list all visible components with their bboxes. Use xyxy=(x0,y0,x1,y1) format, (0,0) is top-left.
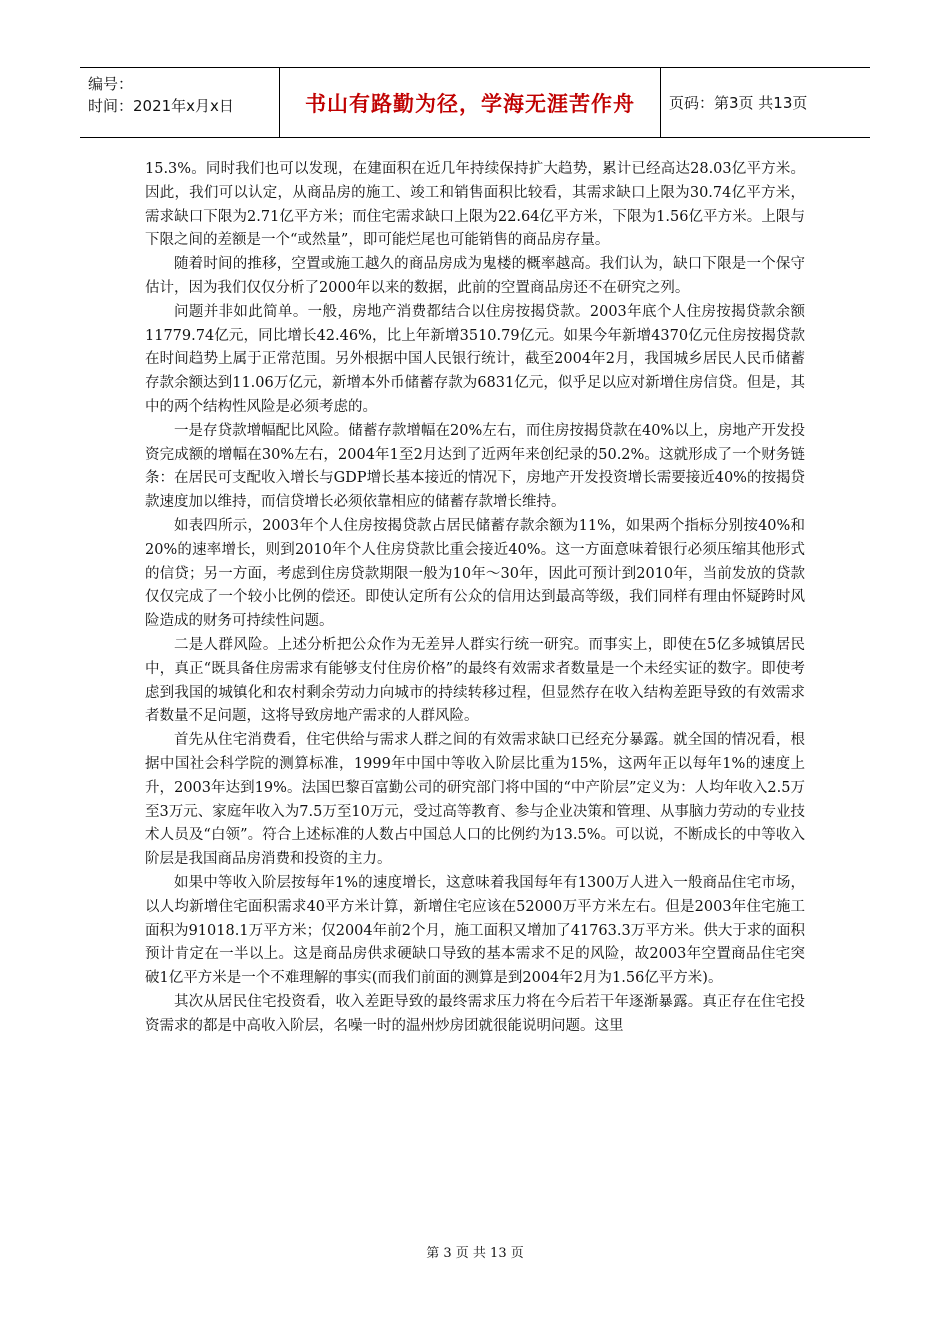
body-paragraph: 一是存贷款增幅配比风险。储蓄存款增幅在20%左右，而住房按揭贷款在40%以上，房地产开发投资完成额的增幅在30%左右，2004年1至2月达到了近两年来创纪录的50.2%。这就形成了一个财务链条：在居民可支配收入增长与GDP增长基本接近的情况下，房地产开发投资增长需要接近40%的按揭贷款速度加以维持，而信贷增长必须依靠相应的储蓄存款增长维持。 xyxy=(145,422,805,511)
body-paragraph: 其次从居民住宅投资看，收入差距导致的最终需求压力将在今后若干年逐渐暴露。真正存在住宅投资需求的都是中高收入阶层，名噪一时的温州炒房团就很能说明问题。这里 xyxy=(145,993,805,1034)
header-meta xyxy=(80,68,280,137)
document-date-label: 时间：2021年x月x日 xyxy=(88,97,234,115)
body-paragraph: 如果中等收入阶层按每年1%的速度增长，这意味着我国每年有1300万人进入一般商品住宅市场，以人均新增住宅面积需求40平方米计算，新增住宅应该在52000万平方米左右。但是2003年住宅施工面积为91018.1万平方米；仅2004年前2个月，施工面积又增加了41763.3万平方米。供大于求的面积预计肯定在一半以上。这是商品房供求硬缺口导致的基本需求不足的风险，故2003年空置商品住宅突破1亿平方米是一个不难理解的事实(而我们前面的测算是到2004年2月为1.56亿平方米)。 xyxy=(145,874,805,987)
page-footer: 第 3 页 共 13 页 xyxy=(426,1246,524,1261)
body-paragraph: 15.3%。同时我们也可以发现，在建面积在近几年持续保持扩大趋势，累计已经高达28.03亿平方米。因此，我们可以认定，从商品房的施工、竣工和销售面积比较看，其需求缺口上限为30.74亿平方米，需求缺口下限为2.71亿平方米；而住宅需求缺口上限为22.64亿平方米，下限为1.56亿平方米。上限与下限之间的差额是一个“或然量”，即可能烂尾也可能销售的商品房存量。 xyxy=(145,161,805,249)
body-paragraph: 二是人群风险。上述分析把公众作为无差异人群实行统一研究。而事实上，即使在5亿多城镇居民中，真正“既具备住房需求有能够支付住房价格”的最终有效需求者数量是一个未经实证的数字。即使考虑到我国的城镇化和农村剩余劳动力向城市的持续转移过程，但显然存在收入结构差距导致的有效需求者数量不足问题，这将导致房地产需求的人群风险。 xyxy=(145,636,805,725)
document-number-label: 编号： xyxy=(88,75,134,93)
body-paragraph: 首先从住宅消费看，住宅供给与需求人群之间的有效需求缺口已经充分暴露。就全国的情况看，根据中国社会科学院的测算标准，1999年中国中等收入阶层比重为15%，这两年正以每年1%的速度上升，2003年达到19%。法国巴黎百富勤公司的研究部门将中国的“中产阶层”定义为：人均年收入2.5万至3万元、家庭年收入为7.5万至10万元，受过高等教育、参与企业决策和管理、从事脑力劳动的专业技术人员及“白领”。符合上述标准的人数占中国总人口的比例约为13.5%。可以说，不断成长的中等收入阶层是我国商品房消费和投资的主力。 xyxy=(145,732,805,868)
page-header xyxy=(80,67,870,138)
body-paragraph: 随着时间的推移，空置或施工越久的商品房成为鬼楼的概率越高。我们认为，缺口下限是一个保守估计，因为我们仅仅分析了2000年以来的数据，此前的空置商品房还不在研究之列。 xyxy=(145,256,805,296)
header-motto: 书山有路勤为径，学海无涯苦作舟 xyxy=(280,68,661,137)
header-page-number: 页码：第3页 共13页 xyxy=(669,94,808,112)
document-body xyxy=(145,158,805,1038)
body-paragraph: 问题并非如此简单。一般，房地产消费都结合以住房按揭贷款。2003年底个人住房按揭贷款余额11779.74亿元，同比增长42.46%，比上年新增3510.79亿元。如果今年新增4370亿元住房按揭贷款在时间趋势上属于正常范围。另外根据中国人民银行统计，截至2004年2月，我国城乡居民人民币储蓄存款余额达到11.06万亿元，新增本外币储蓄存款为6831亿元，似乎足以应对新增住房信贷。但是，其中的两个结构性风险是必须考虑的。 xyxy=(145,303,805,415)
body-paragraph: 如表四所示，2003年个人住房按揭贷款占居民储蓄存款余额为11%，如果两个指标分别按40%和20%的速率增长，则到2010年个人住房贷款比重会接近40%。这一方面意味着银行必须压缩其他形式的信贷；另一方面，考虑到住房贷款期限一般为10年～30年，因此可预计到2010年，当前发放的贷款仅仅完成了一个较小比例的偿还。即使认定所有公众的信用达到最高等级，我们同样有理由怀疑跨时风险造成的财务可持续性问题。 xyxy=(145,517,805,630)
